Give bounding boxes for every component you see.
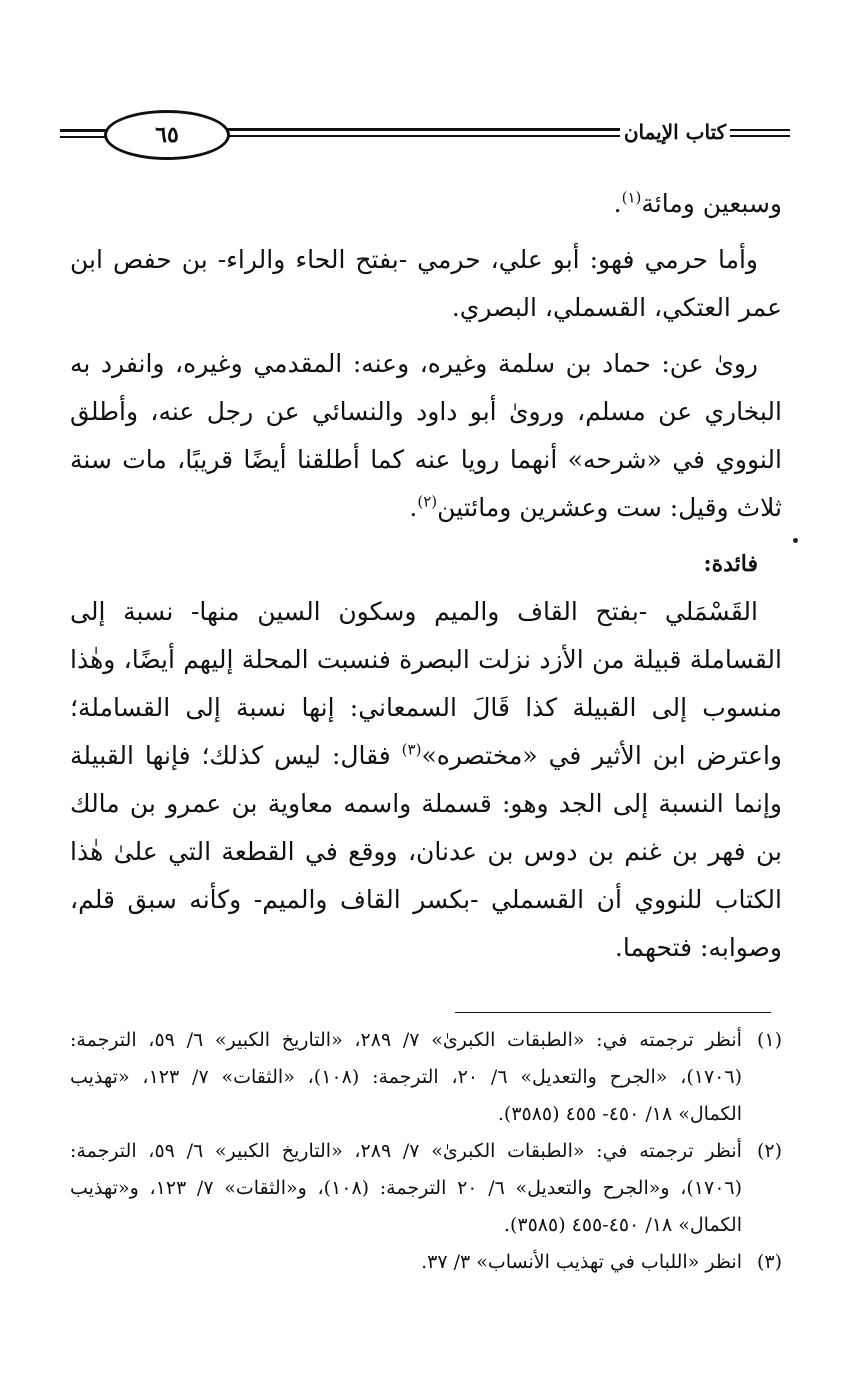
section-heading: فائدة:: [703, 551, 758, 577]
paragraph: وأما حرمي فهو: أبو علي، حرمي -بفتح الحاء والراء- بن حفص ابن عمر العتكي، القسملي، البصري.: [70, 245, 782, 322]
margin-mark: [793, 538, 798, 543]
footnote-number: (١): [756, 1029, 782, 1051]
header-rule: [170, 128, 620, 131]
footnote: [70, 1244, 782, 1281]
footnote-ref[interactable]: (٢): [417, 492, 438, 511]
footnote-divider: [455, 1012, 771, 1013]
header-rule: [170, 135, 620, 137]
main-text: [70, 180, 782, 980]
page-number: ٦٥: [104, 110, 230, 160]
footnote-ref[interactable]: (٣): [401, 740, 422, 759]
footnote-text: أنظر ترجمته في: «الطبقات الكبرىٰ» ٧/ ٢٨٩، «التاريخ الكبير» ٦/ ٥٩، الترجمة: (١٧٠٦)، و«الجرح والتعديل» ٦/ ٢٠ الترجمة: (١٠٨)، و«الثقات» ٧/ ١٢٣، و«تهذيب الكمال» ١٨/ ٤٥٠-٤٥٥ (٣٥٨٥).: [70, 1140, 743, 1236]
footnote: [70, 1022, 782, 1133]
header-rule: [730, 135, 790, 137]
paragraph: روىٰ عن: حماد بن سلمة وغيره، وعنه: المقدمي وغيره، وانفرد به البخاري عن مسلم، وروىٰ أبو داود والنسائي عن رجل عنه، وأطلق النووي في «شرحه» أنهما رويا عنه كما أطلقنا أيضًا قريبًا، مات سنة ثلاث وقيل: ست وعشرين ومائتين$^{(٢)}$.: [70, 349, 782, 522]
paragraph: القَسْمَلي -بفتح القاف والميم وسكون السين منها- نسبة إلى القساملة قبيلة من الأزد نزلت البصرة فنسبت المحلة إليهم أيضًا، وهٰذا منسوب إلى القبيلة كذا قَالَ السمعاني: إنها نسبة إلى القساملة؛ واعترض ابن الأثير في «مختصره»$^{(٣)}$ فقال: ليس كذلك؛ فإنها القبيلة وإنما النسبة إلى الجد وهو: قسملة واسمه معاوية بن عمرو بن مالك بن فهر بن غنم بن دوس بن عدنان، ووقع في القطعة التي علىٰ هٰذا الكتاب للنووي أن القسملي -بكسر القاف والميم- وكأنه سبق قلم، وصوابه: فتحهما.: [70, 597, 782, 962]
footnotes: [70, 1022, 782, 1281]
footnote: [70, 1133, 782, 1244]
page-header: [60, 108, 790, 164]
footnote-number: (٢): [756, 1140, 782, 1162]
footnote-number: (٣): [756, 1251, 782, 1273]
footnote-ref[interactable]: (١): [621, 188, 642, 207]
paragraph: وسبعين ومائة$^{(١)}$.: [613, 188, 782, 218]
book-title: كتاب الإيمان: [623, 120, 727, 144]
footnote-text: أنظر ترجمته في: «الطبقات الكبرىٰ» ٧/ ٢٨٩، «التاريخ الكبير» ٦/ ٥٩، الترجمة: (١٧٠٦)، «الجرح والتعديل» ٦/ ٢٠، الترجمة: (١٠٨)، «الثقات» ٧/ ١٢٣، «تهذيب الكمال» ١٨/ ٤٥٠- ٤٥٥ (٣٥٨٥).: [70, 1029, 742, 1125]
header-rule: [730, 129, 790, 131]
footnote-text: انظر «اللباب في تهذيب الأنساب» ٣/ ٣٧.: [421, 1251, 742, 1273]
